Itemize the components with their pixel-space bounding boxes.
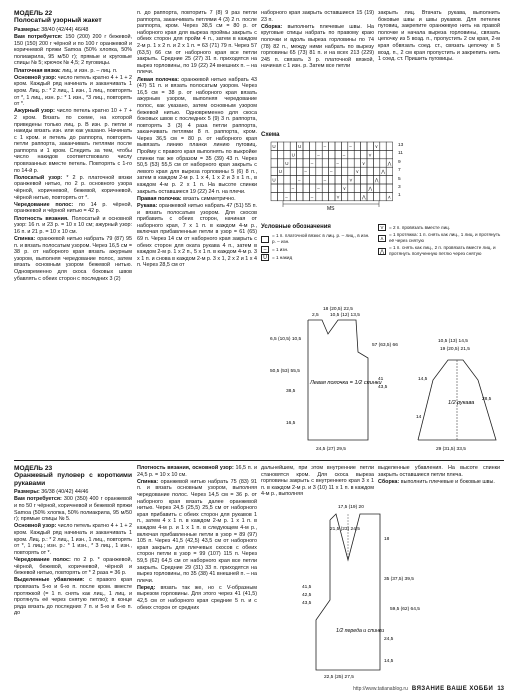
chart-cell bbox=[380, 192, 386, 200]
scheme-row-number: 11 bbox=[398, 151, 403, 157]
chart-cell bbox=[354, 192, 360, 200]
legend-item-knit bbox=[261, 233, 371, 245]
legend-right bbox=[378, 224, 502, 258]
chart-symbol: – bbox=[342, 152, 346, 158]
chart-cell bbox=[354, 150, 360, 158]
legend-title: Условные обозначения bbox=[261, 224, 331, 230]
chart-cell bbox=[297, 184, 303, 192]
m23-left1: 41,5 bbox=[302, 585, 312, 590]
scheme-row-number: 7 bbox=[398, 168, 401, 174]
model22-pattern bbox=[268, 300, 504, 460]
chart-symbol: – bbox=[310, 194, 314, 200]
model23-col1 bbox=[14, 465, 132, 617]
chart-cell bbox=[386, 142, 392, 150]
chart-cell bbox=[341, 142, 347, 150]
chart-cell bbox=[373, 150, 379, 158]
chart-cell bbox=[367, 159, 373, 167]
chart-cell bbox=[322, 167, 328, 175]
m23-top1: 17,5 (19) 20 bbox=[338, 505, 364, 510]
chart-symbol: – bbox=[298, 177, 301, 183]
paragraph: наборного края закрыть оставшиеся 15 (19) 23 п. bbox=[261, 10, 374, 23]
legend-text: = 1 протяжка: 1 п. снять как лиц., 1 лиц. и протянуть её через снятую bbox=[389, 232, 501, 243]
paragraph: Полосатый узор: * 2 р. платочной вязки оранжевой нитью, по 2 р. основного узора чёрной, коричневой, бежевой, коричневой, чёрной нитью, повторять от *. bbox=[14, 174, 132, 201]
chart-cell bbox=[316, 142, 322, 150]
model22-pattern-svg bbox=[268, 300, 504, 460]
scheme-ms-label: MS bbox=[327, 206, 335, 212]
legend-item-purl bbox=[261, 246, 371, 253]
chart-cell bbox=[297, 150, 303, 158]
legend-item-yarnover bbox=[261, 254, 371, 261]
chart-cell bbox=[271, 150, 277, 158]
chart-cell bbox=[329, 184, 335, 192]
model22-col3 bbox=[261, 10, 374, 71]
scheme-row-numbers bbox=[398, 142, 412, 201]
ssk-icon: ⋏ bbox=[378, 235, 386, 242]
back-h3: 38,5 bbox=[286, 389, 296, 394]
footer-magazine: ВЯЗАНИЕ ВАШЕ ХОББИ bbox=[411, 686, 494, 693]
legend-item-k2tog bbox=[378, 224, 502, 231]
chart-cell bbox=[322, 150, 328, 158]
chart-cell bbox=[290, 167, 296, 175]
back-w2: 18 (20,5) 22,5 bbox=[323, 307, 353, 312]
chart-cell bbox=[380, 176, 386, 184]
chart-symbol: U bbox=[272, 177, 276, 183]
model22-col2-body bbox=[137, 10, 257, 269]
sleeve-h3: 28,5 bbox=[482, 397, 492, 402]
scheme-chart bbox=[261, 140, 411, 212]
scheme-label: Схема bbox=[261, 132, 280, 138]
chart-cell bbox=[348, 167, 354, 175]
legend-item-sk2p bbox=[378, 245, 502, 257]
legend-text: = 1 п. снять как лиц., 2 п. провязать вместе лиц. и протянуть полученную петлю через снятую bbox=[389, 245, 496, 256]
m23-h5: 59,5 (62) 64,5 bbox=[390, 607, 420, 612]
model22-title-line2: Полосатый узорный жакет bbox=[14, 17, 102, 25]
model22-col1-body bbox=[14, 27, 132, 282]
chart-cell bbox=[361, 184, 367, 192]
chart-symbol: – bbox=[317, 152, 320, 158]
legend-text: = 1 накид bbox=[272, 254, 293, 260]
sleeve-mid: 19 (20,5) 21,5 bbox=[440, 347, 470, 352]
chart-symbol: U bbox=[298, 144, 302, 149]
sleeve-h2: 14 bbox=[416, 415, 422, 420]
chart-cell bbox=[284, 167, 290, 175]
scheme-row-number: 9 bbox=[398, 159, 401, 165]
knit-stitch-icon bbox=[261, 236, 269, 243]
scheme-row-number: 3 bbox=[398, 185, 401, 191]
chart-cell bbox=[367, 167, 373, 175]
chart-symbol: – bbox=[285, 194, 288, 200]
chart-cell bbox=[303, 150, 309, 158]
model22-title bbox=[14, 10, 132, 25]
chart-cell bbox=[284, 142, 290, 150]
paragraph: Платочная вязка: лиц. и изн. р. – лиц. п. bbox=[14, 67, 118, 74]
scheme-row-number-list bbox=[398, 142, 412, 201]
chart-cell bbox=[373, 167, 379, 175]
chart-symbol: – bbox=[304, 169, 307, 175]
chart-cell bbox=[290, 142, 296, 150]
chart-cell bbox=[341, 159, 347, 167]
m23-top2: 21,5 (23) 24,5 bbox=[330, 527, 360, 532]
model23-col4-body bbox=[378, 465, 500, 485]
paragraph: Ажурный узор: число петель кратно 10 + 7 + 2 кром. Вязать по схеме, на которой приведены только лиц. р. В изн. р. петли и накиды вязать изн. или как указано. Начинать с 1 кром. и петель до раппорта, повторять петли раппорта, заканчивать петлями после раппорта и 1 кром. Следить за тем, чтобы число накидов соответствовало числу провязанных вместе петель. Повторять с 1-го по 14-й р. bbox=[14, 108, 132, 174]
paragraph: Размеры: 38/40 (42/44) 46/48 bbox=[14, 26, 89, 33]
page-number: 13 bbox=[497, 686, 504, 693]
chart-cell bbox=[271, 184, 277, 192]
chart-cell bbox=[341, 167, 347, 175]
page-footer bbox=[347, 686, 504, 693]
chart-symbol: – bbox=[349, 144, 352, 149]
paragraph: Плотность вязания. Полосатый и основной узор: 16 п. и 23 р. = 10 х 10 см; ажурный узор: 16 п. и 21 р. = 10 х 10 см. bbox=[14, 215, 132, 235]
chart-cell bbox=[316, 159, 322, 167]
chart-cell bbox=[316, 167, 322, 175]
paragraph: Сборка: выполнить плечевые и боковые швы. bbox=[378, 478, 495, 485]
paragraph: Спинка: оранжевой нитью набрать 75 (83) 91 п. и вязать основным узором, выполняя чередование полос. Через 14,5 см = 36 р. от наборного края вязать далее оранжевой нитью. Через 24,5 (25,5) 25,5 см от наборного края прибавить с обеих сторон для рукавов 1 п., затем 4 х 1 п. в каждом 2-м р. 1 х 1 п. в каждом 4-м р. и 1 х 1 п. в следующем 4-м р., включая прибавленные петли в узор = 89 (97) 105 п. Через 41,5 (42,5) 43,5 см от наборного края закрыть для плечевых скосов с обеих сторон петли в узор = 99 (107) 115 п. Через 59,5 (62) 64,5 см от наборного края все петли закрыть. Средние 29 (31) 33 п. приходятся на вырез горловины, по 35 (38) 41 внешней п. – на плечи. bbox=[137, 478, 257, 584]
back-right1: 57 (63,5) 66 bbox=[372, 343, 398, 348]
chart-cell bbox=[367, 176, 373, 184]
model22-col4 bbox=[378, 10, 500, 63]
sleeve-bottom: 29 (31,5) 33,5 bbox=[436, 447, 466, 452]
chart-cell bbox=[316, 192, 322, 200]
chart-cell bbox=[380, 159, 386, 167]
back-h1: 6,5 (10,5) 10,5 bbox=[270, 337, 302, 342]
scheme-row-number: 1 bbox=[398, 193, 401, 199]
paragraph: Спинка: оранжевой нитью набрать 79 (87) 95 п. и вязать полосатым узором. Через 16,5 см = 38 р. от наборного края вязать ажурным узором, выполняя чередование полос, затем вязать основным узором бежевой нитью. Одновременно для скоса боковых швов убавлять с обеих сторон с последних 3 (2) bbox=[14, 235, 132, 282]
chart-symbol: ⋎ bbox=[374, 144, 379, 149]
chart-symbol: ⋏ bbox=[387, 194, 391, 200]
chart-symbol: ⋀ bbox=[362, 194, 366, 200]
paragraph: выделенные убавления. На высоте спинки закрыть оставшиеся петли плеча. bbox=[378, 465, 500, 478]
chart-cell bbox=[284, 150, 290, 158]
chart-symbol: ⋀ bbox=[381, 169, 385, 175]
k2tog-icon: ⋎ bbox=[378, 224, 386, 231]
model23-col1-body bbox=[14, 489, 132, 617]
m23-h3: 24,5 bbox=[384, 637, 394, 642]
chart-cell bbox=[335, 142, 341, 150]
footer-url[interactable]: http://www.tatianablog.ru bbox=[353, 686, 408, 693]
chart-cell bbox=[361, 167, 367, 175]
chart-cell bbox=[386, 167, 392, 175]
paragraph: Выделенные убавления: с правого края провязать 5-ю и 6-ю п. после кром. вместе протяжкой (= 1 п. снять как лиц., 1 лиц. и протянуть её через снятую петлю); в конце ряда вязать до последних 7 п. и 5-ю и 6-ю п. до bbox=[14, 577, 133, 617]
chart-cell bbox=[348, 184, 354, 192]
paragraph: Плотность вязания, основной узор: 16,5 п. и 24,5 р. = 10 х 10 см. bbox=[137, 465, 257, 478]
paragraph: Перед: вязать так же, но с V-образным вырезом горловины. Для этого через 41 (41,5) 42,5 см от наборного края средние 5 п. и с обеих сторон от средних bbox=[137, 584, 257, 611]
chart-cell bbox=[373, 159, 379, 167]
chart-cell bbox=[290, 176, 296, 184]
model22-col1 bbox=[14, 10, 132, 283]
scheme-grid bbox=[261, 140, 411, 212]
chart-symbol: – bbox=[336, 160, 339, 166]
chart-cell bbox=[271, 167, 277, 175]
chart-cell bbox=[297, 192, 303, 200]
paragraph: Чередование полос: по 14 р. чёрной, оранжевой и чёрной нитью = 42 р. bbox=[14, 201, 132, 215]
chart-cell bbox=[303, 184, 309, 192]
back-bottom: 24,5 (27) 29,5 bbox=[316, 447, 346, 452]
chart-symbol: – bbox=[291, 186, 295, 191]
chart-cell bbox=[271, 159, 277, 167]
model23-title-line2: Оранжевый пуловер с короткими рукавами bbox=[14, 472, 132, 487]
chart-cell bbox=[335, 167, 341, 175]
chart-cell bbox=[386, 150, 392, 158]
chart-cell bbox=[354, 184, 360, 192]
paragraph: Правая полочка: вязать симметрично. bbox=[137, 195, 236, 202]
back-w3: 10,5 (12) 13,5 bbox=[330, 313, 360, 318]
chart-symbol: ⋀ bbox=[368, 186, 373, 191]
chart-cell bbox=[309, 150, 315, 158]
chart-cell bbox=[354, 142, 360, 150]
m23-h1: 18 bbox=[384, 537, 390, 542]
chart-cell bbox=[277, 150, 283, 158]
chart-symbol: ⋎ bbox=[349, 177, 353, 183]
chart-symbol: – bbox=[323, 177, 327, 183]
chart-cell bbox=[277, 184, 283, 192]
chart-cell bbox=[284, 184, 290, 192]
paragraph: Основной узор: число петель кратно 4 + 1 + 2 кром. Каждый ряд начинать и заканчивать 1 кром. Лиц. р.: * 2 лиц., 1 изн., 1 лиц., повторять от *, 1 лиц., изн. р.: * 1 изн., *3 лиц., повторять от *. bbox=[14, 74, 132, 108]
chart-cell bbox=[367, 192, 373, 200]
chart-cell bbox=[335, 176, 341, 184]
chart-symbol: – bbox=[330, 169, 333, 175]
chart-cell bbox=[361, 176, 367, 184]
chart-cell bbox=[335, 184, 341, 192]
chart-cell bbox=[348, 192, 354, 200]
chart-cell bbox=[322, 159, 328, 167]
chart-symbol: ⋀ bbox=[374, 177, 379, 183]
chart-cell bbox=[290, 192, 296, 200]
chart-cell bbox=[309, 184, 315, 192]
model22-title-line1: МОДЕЛЬ 22 bbox=[14, 10, 53, 17]
paragraph: Вам потребуется: 150 (200) 200 г бежевой, 150 (150) 200 г чёрной и по 100 г оранжевой и коричневой пряжи Samoa (50% хлопка, 50% полиакрила, 95 м/50 г); прямые и круговые спицы № 5; крючок № 4,5; 2 пуговицы. bbox=[14, 34, 132, 67]
m23-mid: 1/2 переда и спинки bbox=[336, 628, 385, 634]
chart-cell bbox=[271, 192, 277, 200]
chart-cell bbox=[361, 150, 367, 158]
model23-col3-body bbox=[261, 465, 374, 498]
chart-symbol: – bbox=[317, 186, 320, 191]
paragraph: п. до раппорта, повторить 7 (8) 9 раз петли раппорта, заканчивать петлями 4 (3) 2 п. после раппорта, кром. Через 38,5 см = 80 р. от наборного края для выреза проймы закрыть с обеих сторон для пройм 4 п., затем в каждом 2-м р. 1 х 2 п. и 2 х 1 п. = 63 (71) 79 п. Через 57 (63,5) 66 см от наборного края все петли закрыть. Средние 25 (27) 31 п. приходятся на вырез горловины, по 19 (22) 24 внешних п. – на плечи. bbox=[137, 10, 257, 76]
sk2p-icon: ⋀ bbox=[379, 248, 385, 255]
paragraph: Левая полочка: оранжевой нитью набрать 43 (47) 51 п. и вязать полосатым узором. Через 16,5 см = 38 р. от наборного края вязать ажурным узором, выполняя чередование полос, как указано, затем основным узором бежевой нитью. Одновременно для скоса боковых швов с последних 5 (9) 3 п. раппорта, повторять 3 (3) 4 раза петли раппорта, заканчивать петлями 8 п. раппорта, кром. Через 36,5 см = 80 р. от наборного края вывязать линию планки линию пуговиц. Пройму с правого края выполнять по выкройке спинки так же образом = 35 (39) 43 п. Через 50,5 (53) 55,5 см от наборного края закрыть с левого края для выреза горловины 5 (6) 8 п., затем в каждом 2-м р. 1 х 4, 1 х 2 и 3 х 1 п., в каждом 4-м р. 2 х 1 п. На высоте спинки закрыть оставшиеся 19 (22) 24 п. на плечи. bbox=[137, 76, 258, 195]
paragraph: закрыть лиц. Втачать рукава, выполнить боковые швы и швы рукавов. Для петелек пуговиц, закрепите оранжевую нить на правой полочке и начала выреза горловины, связать цепочку из 5 возд. п., пропустить 2 см края, 2-м края обвязать соед. ст., связать цепочку в 5 возд. п., 2 см края пропустить и закрепить нить 1 соед. ст. Пришить пуговицы. bbox=[378, 10, 500, 63]
chart-symbol: ⋎ bbox=[342, 186, 347, 191]
model23-title-line1: МОДЕЛЬ 23 bbox=[14, 465, 53, 472]
chart-symbol: – bbox=[323, 144, 327, 149]
chart-symbol: U bbox=[285, 160, 289, 166]
chart-cell bbox=[373, 192, 379, 200]
purl-stitch-icon: – bbox=[261, 246, 269, 253]
chart-cell bbox=[380, 150, 386, 158]
back-h2: 50,5 (53) 55,5 bbox=[270, 369, 300, 374]
m23-left3: 43,5 bbox=[302, 601, 312, 606]
chart-symbol: U bbox=[291, 152, 295, 158]
m23-h4: 14,5 bbox=[384, 659, 394, 664]
chart-cell bbox=[341, 192, 347, 200]
chart-cell bbox=[367, 142, 373, 150]
sleeve-h1: 14,5 bbox=[418, 377, 428, 382]
chart-cell bbox=[329, 150, 335, 158]
chart-cell bbox=[303, 192, 309, 200]
chart-cell bbox=[354, 159, 360, 167]
section-divider bbox=[14, 460, 504, 461]
sleeve-title: 1/2 рукава bbox=[448, 400, 475, 406]
legend-text: = 1 изн. bbox=[272, 246, 289, 252]
chart-cell bbox=[290, 159, 296, 167]
chart-symbol: ⋀ bbox=[387, 160, 392, 166]
chart-cell bbox=[380, 184, 386, 192]
legend-text: = 2 п. провязать вместе лиц. bbox=[389, 224, 451, 230]
chart-cell bbox=[335, 150, 341, 158]
chart-cell bbox=[309, 142, 315, 150]
sleeve-top: 10,5 (13) 14,5 bbox=[438, 339, 468, 344]
m23-left2: 42,5 bbox=[302, 593, 312, 598]
model22-col3-body bbox=[261, 10, 374, 70]
chart-cell bbox=[329, 192, 335, 200]
chart-cell bbox=[309, 176, 315, 184]
legend-left bbox=[261, 233, 371, 262]
chart-symbol: U bbox=[272, 144, 276, 149]
chart-cell bbox=[303, 142, 309, 150]
chart-cell bbox=[386, 176, 392, 184]
back-h4: 16,5 bbox=[286, 421, 296, 426]
chart-cell bbox=[380, 142, 386, 150]
chart-symbol: – bbox=[310, 160, 314, 166]
chart-cell bbox=[284, 176, 290, 184]
chart-cell bbox=[322, 192, 328, 200]
model22-col4-body bbox=[378, 10, 500, 63]
scheme-row-number: 5 bbox=[398, 176, 401, 182]
chart-cell bbox=[316, 176, 322, 184]
scheme-row-number: 13 bbox=[398, 143, 404, 148]
chart-cell bbox=[297, 167, 303, 175]
back-w1: 2,5 bbox=[312, 313, 319, 318]
model23-col4 bbox=[378, 465, 500, 486]
yarnover-icon: U bbox=[261, 254, 269, 261]
chart-cell bbox=[297, 159, 303, 167]
chart-cell bbox=[361, 142, 367, 150]
chart-cell bbox=[303, 159, 309, 167]
paragraph: Размеры: 36/38 (40/42) 44/46 bbox=[14, 489, 89, 496]
m23-bottom: 22,5 (25) 27,5 bbox=[324, 675, 354, 680]
model23-pattern bbox=[300, 500, 420, 680]
model23-col2-body bbox=[137, 465, 257, 611]
paragraph: дальнейшем, при этом внутренние петли становятся кром. Для скоса выреза горловины закрыть с внутреннего края 3 х 1 п. в каждом 2-м р. и 3 (10) 11 х 1 п. в каждом 4-м р., выполняя bbox=[261, 465, 374, 498]
chart-cell bbox=[373, 184, 379, 192]
chart-cell bbox=[329, 142, 335, 150]
paragraph: Рукава: оранжевой нитью набрать 47 (51) 55 п. и вязать полосатым узором. Для скосов прибавить с обеих сторон, начиная от наборного края, 7 х 1 п. в каждом 4-м р., включая прибавленные петли в узор = 61 (65) 69 п. Через 14 см от наборного края закрыть с обеих сторон для оката рукава 4 п., затем в каждом 2-м р. 1 х 2 п., 5 х 1 п. в каждом 4-м р. 3 х 1 п. и снова в каждом 2-м р. 3 х 1, 2 х 2 и 1 х 4 п. Через 28,5 см от bbox=[137, 203, 257, 269]
chart-cell bbox=[277, 192, 283, 200]
model23-title bbox=[14, 465, 132, 487]
chart-cell bbox=[329, 159, 335, 167]
model23-col3 bbox=[261, 465, 374, 499]
paragraph: Вам потребуется: 300 (350) 400 г оранжевой и по 50 г чёрной, коричневой и бежевой пряжи Samoa (50% хлопка, 50% полиакрила, 95 м/50 г); прямые спицы № 5. bbox=[14, 496, 132, 523]
model23-col2 bbox=[137, 465, 257, 612]
chart-cell bbox=[303, 176, 309, 184]
legend-item-ssk bbox=[378, 232, 502, 244]
chart-cell bbox=[309, 167, 315, 175]
paragraph: Сборка: выполнить плечевые швы. На круговые спицы набрать по правому краю полочки и вдоль выреза горловины по 74 (78) 82 п., между ними набрать по вырезу горловины 65 (73) 81 п. и на всех 213 (229) 245 п. связать 3 р. платочной вязкой, начиная с 1 изн. р. Затем все петли bbox=[261, 23, 374, 70]
paragraph: Чередование полос: по 2 р. * оранжевой, чёрной, бежевой, коричневой, чёрной и бежевой нитью, повторять от * 2 раза = 36 р. bbox=[14, 556, 132, 577]
chart-symbol: ⋎ bbox=[368, 152, 372, 158]
chart-symbol: U bbox=[278, 169, 283, 175]
chart-cell bbox=[348, 159, 354, 167]
chart-cell bbox=[277, 176, 283, 184]
chart-cell bbox=[341, 176, 347, 184]
model23-pattern-svg bbox=[300, 500, 420, 680]
chart-cell bbox=[322, 184, 328, 192]
chart-symbol: ⋎ bbox=[355, 169, 359, 175]
m23-h2: 35 (37,5) 39,5 bbox=[384, 577, 414, 582]
chart-cell bbox=[354, 176, 360, 184]
chart-cell bbox=[277, 159, 283, 167]
model22-col2 bbox=[137, 10, 257, 270]
back-right2: 41 bbox=[378, 377, 384, 382]
back-title: Левая полочка = 1/2 спинки bbox=[310, 380, 382, 386]
paragraph: Основной узор: число петель кратно 4 + 1 + 2 кром. Каждый ряд начинать и заканчивать 1 кром. Лиц. р.: * 2 лиц., 1 изн., 1 лиц., повторять от *, 1 лиц.; изн. р.: * 1 изн., * 3 лиц., 1 изн., повторять от *. bbox=[14, 523, 132, 556]
back-right3: 43,5 bbox=[378, 385, 388, 390]
chart-symbol: ⋎ bbox=[336, 194, 340, 200]
chart-symbol: ⋎ bbox=[362, 160, 366, 166]
chart-cell bbox=[277, 142, 283, 150]
chart-cell bbox=[329, 176, 335, 184]
legend-text: = 1 п. платочной вязки: в лиц. р. – лиц., в изн. р. – изн. bbox=[272, 233, 370, 244]
chart-cell bbox=[348, 150, 354, 158]
chart-cell bbox=[386, 184, 392, 192]
